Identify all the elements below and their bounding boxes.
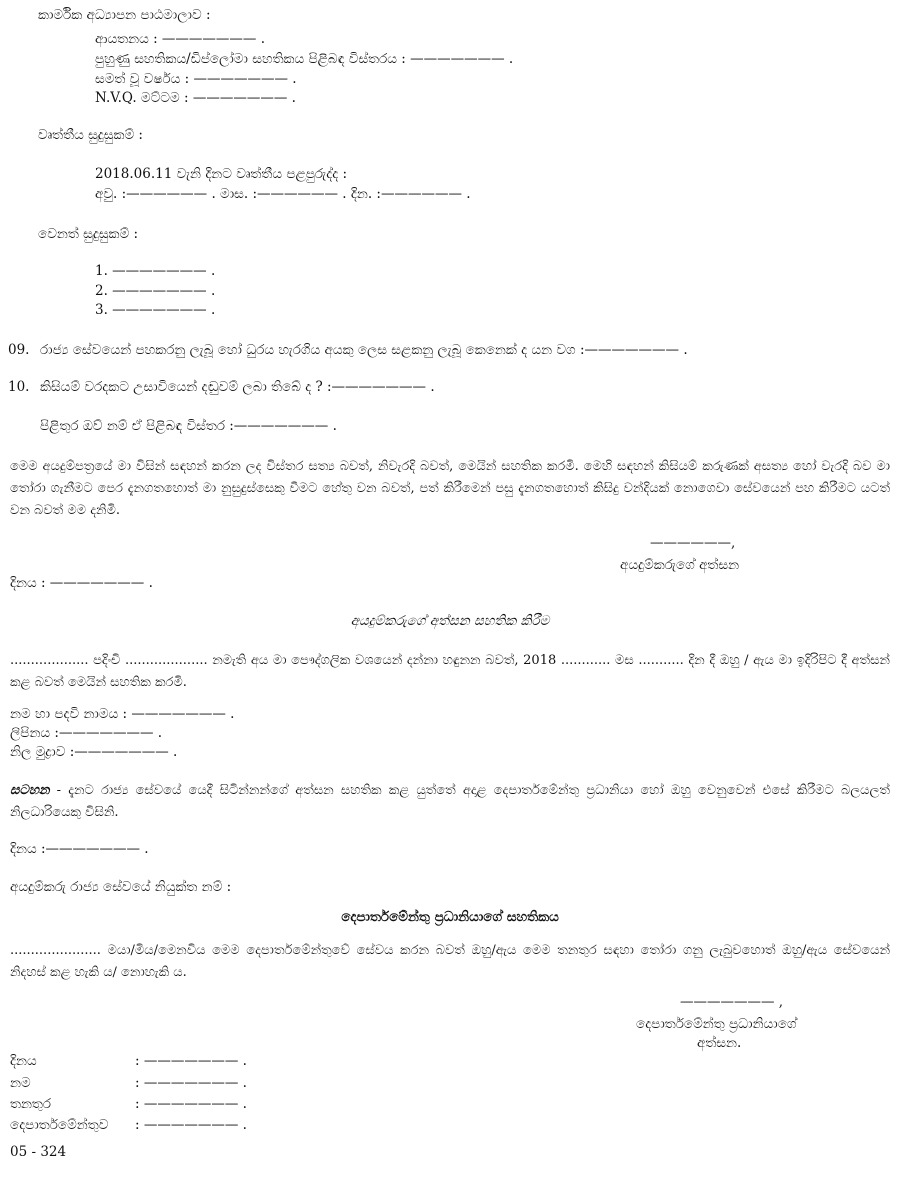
attestation-title: අයදුම්කරුගේ අත්සන සහතික කිරීම bbox=[350, 613, 550, 629]
note-text: - දැනට රාජ්‍ය සේවයේ යෙදී සිටින්නන්ගේ අත්සන සහතික කළ යුත්තේ අදාළ දෙපාර්තමේන්තු ප්‍රධානියා හෝ ඔහු වෙනුවෙන් එසේ කිරීමට බලයලත් නිලධාරියෙකු විසිනි. bbox=[10, 783, 890, 820]
footer-field-label-department: දෙපාර්තමේන්තුව bbox=[10, 1117, 109, 1133]
department-certificate-paragraph: ...................... මයා/මිය/මෙනවිය මෙම දෙපාර්තමේන්තුවේ සේවය කරන බවත් ඔහු/ඇය මෙම තනතුර සඳහා තෝරා ගනු ලැබුවහොත් ඔහු/ඇය සේවයෙන් නිදහස් කළ හැකි ය/ නොහැකි ය. bbox=[10, 943, 890, 980]
department-head-signature-label-2: අත්සන. bbox=[697, 1035, 742, 1051]
other-qualification-item: 1. ——————— . bbox=[95, 263, 216, 279]
question-10-details: පිළිතුර ඔව් නම් ඒ පිළිබඳ විස්තර :——————— . bbox=[40, 418, 337, 434]
applicant-signature-label: අයදුම්කරුගේ අත්සන bbox=[620, 557, 740, 573]
question-10-text: කිසියම් වරදකට උසාවියෙන් දඬුවම් ලබා තිබේ ද ? :——————— . bbox=[40, 379, 435, 395]
footer-field-label-name: නම bbox=[10, 1075, 31, 1091]
training-section-title: කාර්මික අධ්‍යාපන පාඨමාලාව : bbox=[38, 7, 211, 23]
note-paragraph bbox=[10, 780, 890, 824]
passed-year-field: සමත් වූ වර්ෂය : ——————— . bbox=[95, 71, 297, 87]
attester-address-field: ලිපිනය :——————— . bbox=[10, 725, 163, 741]
page-code: 05 - 324 bbox=[10, 1144, 67, 1160]
footer-field-value-designation: : ——————— . bbox=[135, 1096, 247, 1112]
professional-section-title: වෘත්තීය සුදුසුකම් : bbox=[38, 127, 143, 143]
other-qualifications-title: වෙනත් සුදුසුකම් : bbox=[38, 226, 139, 242]
note-label: සටහන bbox=[10, 783, 50, 798]
question-9-text: රාජ්‍ය සේවයෙන් පහකරනු ලැබූ හෝ ධුරය හැරගිය අයකු ලෙස සළකනු ලැබූ කෙනෙක් ද යන වග :——————— . bbox=[40, 342, 688, 358]
attestation-paragraph: ................... පදිංචි .................... නමැති අය මා පෞද්ගලික වශයෙන් දන්නා හඳුනන බවත්, 2018 ............ මස ........... දින දී ඔහු / ඇය මා ඉදිරිපිට දී අත්සන් කළ බවත් මෙයින් සහතික කරමි. bbox=[10, 653, 890, 690]
question-10-number: 10. bbox=[8, 379, 30, 395]
department-head-signature-line: ——————— , bbox=[680, 994, 784, 1010]
other-qualification-item: 3. ——————— . bbox=[95, 302, 216, 318]
question-9-number: 09. bbox=[8, 342, 30, 358]
applicant-signature-line: ——————, bbox=[650, 535, 736, 551]
footer-field-label-designation: තනතුර bbox=[10, 1096, 52, 1112]
nvq-level-field: N.V.Q. මට්ටම : ——————— . bbox=[95, 90, 296, 106]
experience-line: 2018.06.11 වැනි දිනට වෘත්තීය පළපුරුද්ද : bbox=[95, 166, 348, 182]
department-certificate-title: දෙපාර්තමේන්තු ප්‍රධානියාගේ සහතිකය bbox=[341, 909, 559, 925]
attester-name-designation-field: නම හා පදවි නාමය : ——————— . bbox=[10, 706, 235, 722]
footer-field-value-name: : ——————— . bbox=[135, 1075, 247, 1091]
government-service-heading: අයදුම්කරු රාජ්‍ය සේවයේ නියුක්ත නම් : bbox=[10, 879, 232, 895]
official-seal-field: නිල මුද්‍රාව :——————— . bbox=[10, 744, 178, 760]
experience-duration-field: අවු. :—————— . මාස. :—————— . දින. :—————— . bbox=[95, 186, 471, 202]
footer-field-value-date: : ——————— . bbox=[135, 1053, 247, 1069]
department-head-signature-label: දෙපාර්තමේන්තු ප්‍රධානියාගේ bbox=[636, 1016, 797, 1032]
attestation-date-field: දිනය :——————— . bbox=[10, 841, 149, 857]
other-qualification-item: 2. ——————— . bbox=[95, 283, 216, 299]
applicant-date-field: දිනය : ——————— . bbox=[10, 575, 153, 591]
certificate-details-field: පුහුණු සහතිකය/ඩිප්ලෝමා සහතිකය පිළිබඳ විස්තරය : ——————— . bbox=[95, 51, 514, 67]
declaration-paragraph: මෙම අයදුම්පත්‍රයේ මා විසින් සඳහන් කරන ලද විස්තර සත්‍ය බවත්, නිවැරදි බවත්, මෙයින් සහතික කරමි. මෙහි සඳහන් කිසියම් කරුණක් අසත්‍ය හෝ වැරදි බව මා තෝරා ගැනීමට පෙර දැනගතහොත් මා නුසුදුස්සෙකු වීමට හේතු වන බවත්, පත් කිරීමෙන් පසු දැනගතහොත් කිසිදු වන්දියක් නොගෙවා සේවයෙන් පහ කිරීමට යටත් වන බවත් මම දනිමි. bbox=[10, 459, 890, 518]
footer-field-label-date: දිනය bbox=[10, 1053, 37, 1069]
footer-field-value-department: : ——————— . bbox=[135, 1117, 247, 1133]
institute-field: ආයතනය : ——————— . bbox=[95, 31, 265, 47]
